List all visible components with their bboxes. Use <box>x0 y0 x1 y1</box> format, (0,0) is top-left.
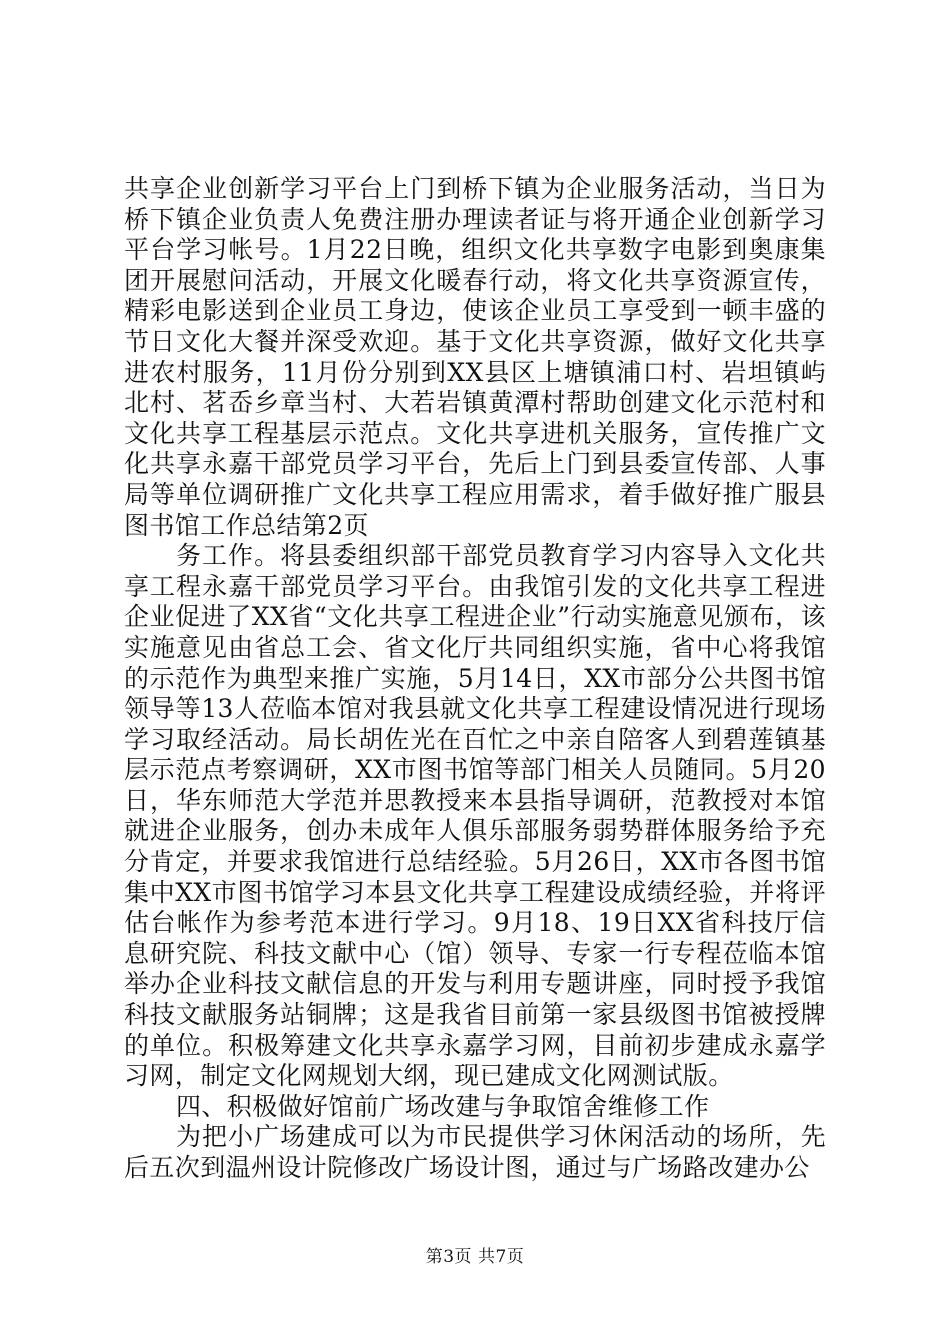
paragraph-2: 务工作。将县委组织部干部党员教育学习内容导入文化共享工程永嘉干部党员学习平台。由我馆引发的文化共享工程进企业促进了XX省“文化共享工程进企业”行动实施意见颁布，该实施意见由省总工会、省文化厅共同组织实施，省中心将我馆的示范作为典型来推广实施，5月14日，XX市部分公共图书馆领导等13人莅临本馆对我县就文化共享工程建设情况进行现场学习取经活动。局长胡佐光在百忙之中亲自陪客人到碧莲镇基层示范点考察调研，XX市图书馆等部门相关人员随同。5月20日，华东师范大学范并思教授来本县指导调研，范教授对本馆就进企业服务，创办未成年人俱乐部服务弱势群体服务给予充分肯定，并要求我馆进行总结经验。5月26日，XX市各图书馆集中XX市图书馆学习本县文化共享工程建设成绩经验，并将评估台帐作为参考范本进行学习。9月18、19日XX省科技厅信息研究院、科技文献中心（馆）领导、专家一行专程莅临本馆举办企业科技文献信息的开发与利用专题讲座，同时授予我馆科技文献服务站铜牌；这是我省目前第一家县级图书馆被授牌的单位。积极筹建文化共享永嘉学习网，目前初步建成永嘉学习网，制定文化网规划大纲，现已建成文化网测试版。 <box>124 541 826 1091</box>
paragraph-3: 为把小广场建成可以为市民提供学习休闲活动的场所，先后五次到温州设计院修改广场设计图，通过与广场路改建办公 <box>124 1122 826 1182</box>
paragraph-1: 共享企业创新学习平台上门到桥下镇为企业服务活动，当日为桥下镇企业负责人免费注册办理读者证与将开通企业创新学习平台学习帐号。1月22日晚，组织文化共享数字电影到奥康集团开展慰问活动，开展文化暖春行动，将文化共享资源宣传，精彩电影送到企业员工身边，使该企业员工享受到一顿丰盛的节日文化大餐并深受欢迎。基于文化共享资源，做好文化共享进农村服务，11月份分别到XX县区上塘镇浦口村、岩坦镇屿北村、茗岙乡章当村、大若岩镇黄潭村帮助创建文化示范村和文化共享工程基层示范点。文化共享进机关服务，宣传推广文化共享永嘉干部党员学习平台，先后上门到县委宣传部、人事局等单位调研推广文化共享工程应用需求，着手做好推广服县图书馆工作总结第2页 <box>124 174 826 540</box>
document-body <box>124 174 826 1184</box>
section-heading: 四、积极做好馆前广场改建与争取馆舍维修工作 <box>176 1091 710 1121</box>
page-footer: 第3页 共7页 <box>425 1247 525 1267</box>
